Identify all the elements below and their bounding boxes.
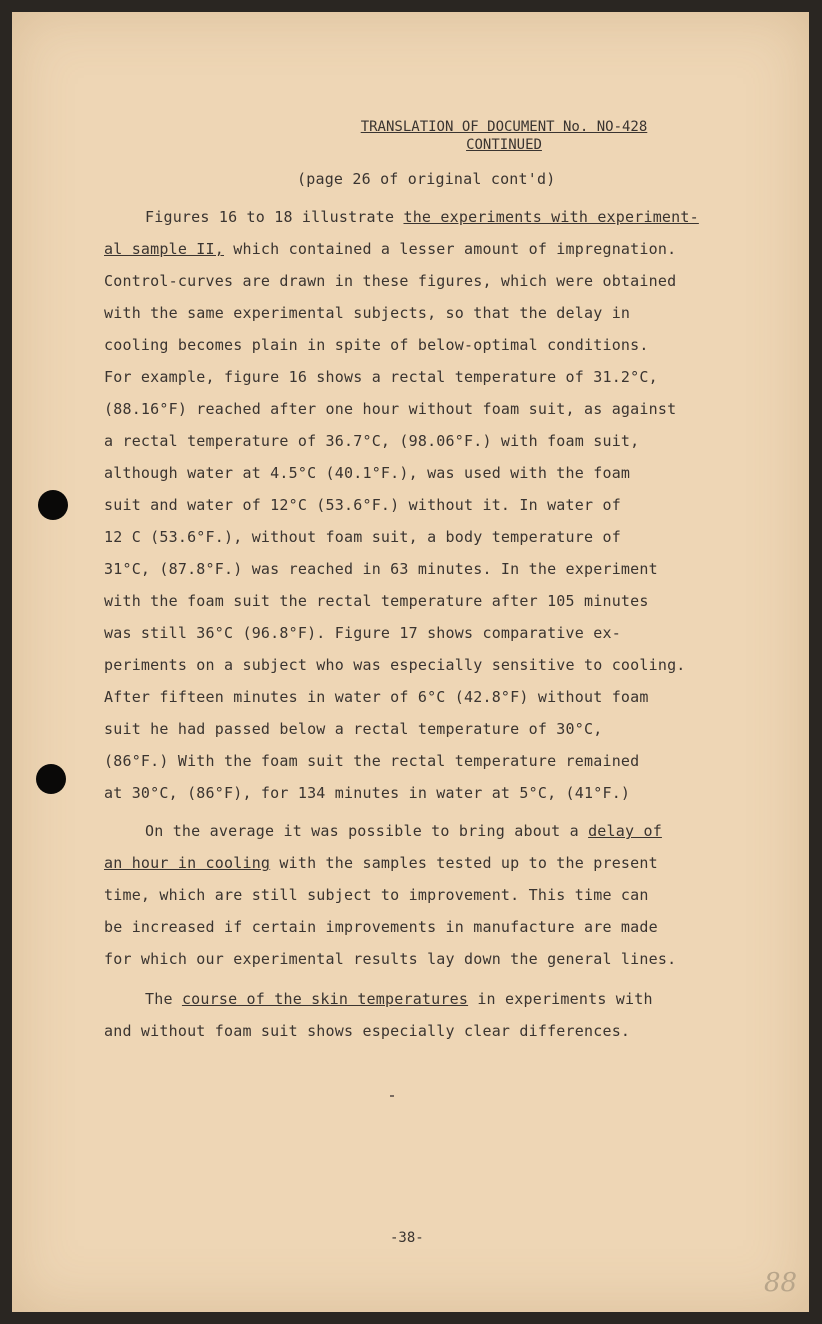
text-line	[104, 592, 649, 610]
line-text: with the foam suit the rectal temperature after 105 minutes	[104, 592, 649, 610]
line-text: in experiments with	[468, 990, 653, 1008]
text-line	[104, 950, 676, 968]
text-line	[104, 918, 658, 936]
header-title: TRANSLATION OF DOCUMENT No. NO-428	[360, 119, 648, 135]
line-text: Figures 16 to 18 illustrate	[145, 208, 404, 226]
text-line	[104, 854, 658, 872]
punch-hole	[36, 764, 66, 794]
header-continued: CONTINUED	[466, 137, 542, 153]
line-text: Control-curves are drawn in these figures, which were obtained	[104, 272, 677, 290]
page-note: (page 26 of original cont'd)	[297, 170, 556, 188]
document-page	[12, 12, 809, 1312]
line-text: On the average it was possible to bring about a	[145, 822, 589, 840]
line-text: although water at 4.5°C (40.1°F.), was used with the foam	[104, 464, 631, 482]
text-line	[104, 752, 639, 770]
line-text: The	[145, 990, 182, 1008]
line-text: be increased if certain improvements in manufacture are made	[104, 918, 658, 936]
line-text: (86°F.) With the foam suit the rectal temperature remained	[104, 752, 640, 770]
text-line	[104, 272, 676, 290]
text-line	[145, 990, 653, 1008]
line-text: time, which are still subject to improvement. This time can	[104, 886, 649, 904]
line-text: 12 C (53.6°F.), without foam suit, a body temperature of	[104, 528, 621, 546]
stray-mark	[390, 1095, 394, 1097]
document-header	[324, 118, 684, 154]
line-text: for which our experimental results lay down the general lines.	[104, 950, 677, 968]
text-line	[104, 784, 630, 802]
text-line	[145, 208, 699, 226]
text-line	[104, 656, 686, 674]
line-text: cooling becomes plain in spite of below-optimal conditions.	[104, 336, 649, 354]
text-line	[104, 720, 602, 738]
underlined-phrase: al sample II,	[104, 240, 224, 258]
text-line	[104, 432, 639, 450]
text-line	[104, 368, 658, 386]
line-text: suit and water of 12°C (53.6°F.) without it. In water of	[104, 496, 621, 514]
line-text: For example, figure 16 shows a rectal temperature of 31.2°C,	[104, 368, 658, 386]
text-line	[104, 560, 658, 578]
text-line	[104, 304, 630, 322]
text-line	[104, 240, 676, 258]
text-line	[104, 496, 621, 514]
text-line	[145, 822, 662, 840]
text-line	[104, 886, 649, 904]
text-line	[104, 1022, 630, 1040]
text-line	[104, 400, 676, 418]
line-text: After fifteen minutes in water of 6°C (42.8°F) without foam	[104, 688, 649, 706]
line-text: 31°C, (87.8°F.) was reached in 63 minutes. In the experiment	[104, 560, 658, 578]
text-line	[104, 624, 621, 642]
line-text: suit he had passed below a rectal temperature of 30°C,	[104, 720, 603, 738]
text-line	[104, 464, 630, 482]
page-number: -38-	[390, 1230, 424, 1246]
punch-hole	[38, 490, 68, 520]
underlined-phrase: the experiments with experiment-	[403, 208, 699, 226]
text-line	[104, 336, 649, 354]
text-line	[104, 688, 649, 706]
line-text: with the same experimental subjects, so that the delay in	[104, 304, 631, 322]
underlined-phrase: an hour in cooling	[104, 854, 271, 872]
line-text: a rectal temperature of 36.7°C, (98.06°F.) with foam suit,	[104, 432, 640, 450]
text-line	[104, 528, 621, 546]
line-text: was still 36°C (96.8°F). Figure 17 shows comparative ex-	[104, 624, 621, 642]
line-text: at 30°C, (86°F), for 134 minutes in water at 5°C, (41°F.)	[104, 784, 631, 802]
line-text: periments on a subject who was especially sensitive to cooling.	[104, 656, 686, 674]
underlined-phrase: course of the skin temperatures	[181, 990, 469, 1008]
underlined-phrase: delay of	[588, 822, 662, 840]
line-text: with the samples tested up to the present	[270, 854, 658, 872]
line-text: and without foam suit shows especially clear differences.	[104, 1022, 631, 1040]
line-text: (88.16°F) reached after one hour without foam suit, as against	[104, 400, 677, 418]
pencil-annotation: 88	[764, 1268, 798, 1298]
line-text: which contained a lesser amount of impregnation.	[224, 240, 677, 258]
